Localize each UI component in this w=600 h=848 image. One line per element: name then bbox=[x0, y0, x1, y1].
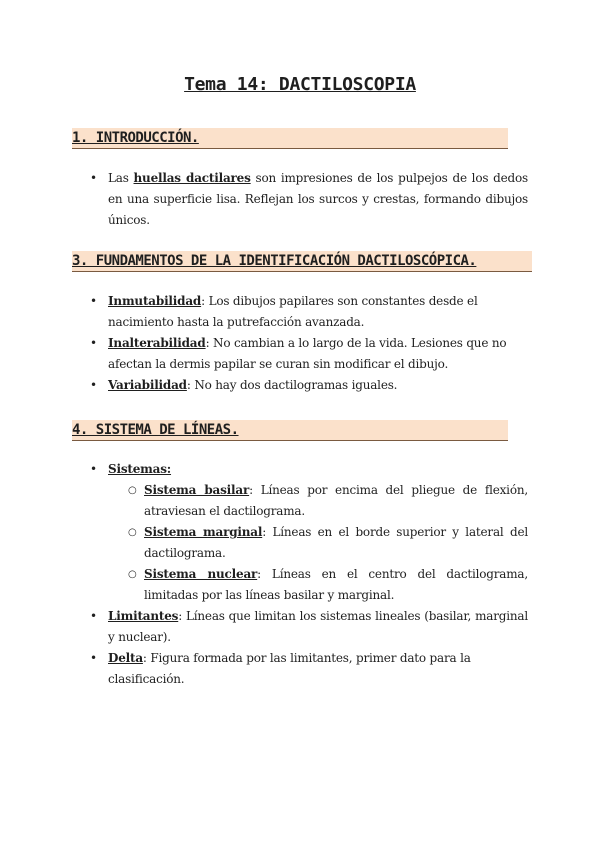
item-term: Inalterabilidad bbox=[108, 336, 206, 350]
list-item bbox=[88, 333, 528, 375]
list-item bbox=[88, 459, 528, 606]
item-text: son impresiones de los pulpejos de los dedos en una superficie lisa. Reflejan los surcos y crestas, formando dibujos únicos. bbox=[108, 171, 528, 227]
list-item bbox=[88, 168, 528, 231]
item-text: : Líneas en el borde superior y lateral del dactilograma. bbox=[144, 525, 528, 560]
item-term: Delta bbox=[108, 651, 143, 665]
item-text: : Líneas por encima del pliegue de flexión, atraviesan el dactilograma. bbox=[144, 483, 528, 518]
item-term: Sistema nuclear bbox=[144, 567, 258, 581]
section-heading-text: 3. FUNDAMENTOS DE LA IDENTIFICACIÓN DACTILOSCÓPICA. bbox=[72, 253, 477, 269]
item-text: : Líneas que limitan los sistemas lineales (basilar, marginal y nuclear). bbox=[108, 609, 528, 644]
section-heading-fundamentos bbox=[72, 251, 532, 272]
item-term: huellas dactilares bbox=[133, 171, 251, 185]
item-term: Sistema marginal bbox=[144, 525, 263, 539]
section-heading-text: 1. INTRODUCCIÓN. bbox=[72, 130, 199, 146]
intro-list bbox=[88, 168, 528, 231]
section-heading-text: 4. SISTEMA DE LÍNEAS. bbox=[72, 422, 239, 438]
item-term: Variabilidad bbox=[108, 378, 187, 392]
item-text: : Líneas en el centro del dactilograma, limitadas por las líneas basilar y marginal. bbox=[144, 567, 528, 602]
sublist-item bbox=[108, 564, 528, 606]
section-heading-sistema bbox=[72, 420, 508, 441]
section-heading-introduccion bbox=[72, 128, 508, 149]
item-text: Las bbox=[108, 171, 134, 185]
item-term: Inmutabilidad bbox=[108, 294, 202, 308]
sublist-item bbox=[108, 522, 528, 564]
item-term: Sistema basilar bbox=[144, 483, 250, 497]
item-term: Sistemas: bbox=[108, 462, 172, 476]
list-item bbox=[88, 291, 528, 333]
list-item bbox=[88, 375, 528, 396]
item-text: : No cambian a lo largo de la vida. Lesiones que no afectan la dermis papilar se curan sin modificar el dibujo. bbox=[108, 336, 507, 371]
fundamentos-list bbox=[88, 291, 528, 396]
list-item bbox=[88, 648, 528, 690]
document-title: Tema 14: DACTILOSCOPIA bbox=[184, 74, 416, 95]
item-text: : Los dibujos papilares son constantes desde el nacimiento hasta la putrefacción avanzada. bbox=[108, 294, 478, 329]
list-item bbox=[88, 606, 528, 648]
item-text: : No hay dos dactilogramas iguales. bbox=[186, 378, 398, 392]
sublist-item bbox=[108, 480, 528, 522]
sistemas-sublist bbox=[108, 480, 528, 606]
sistema-list bbox=[88, 459, 528, 690]
item-term: Limitantes bbox=[108, 609, 179, 623]
item-text: : Figura formada por las limitantes, primer dato para la clasificación. bbox=[108, 651, 471, 686]
